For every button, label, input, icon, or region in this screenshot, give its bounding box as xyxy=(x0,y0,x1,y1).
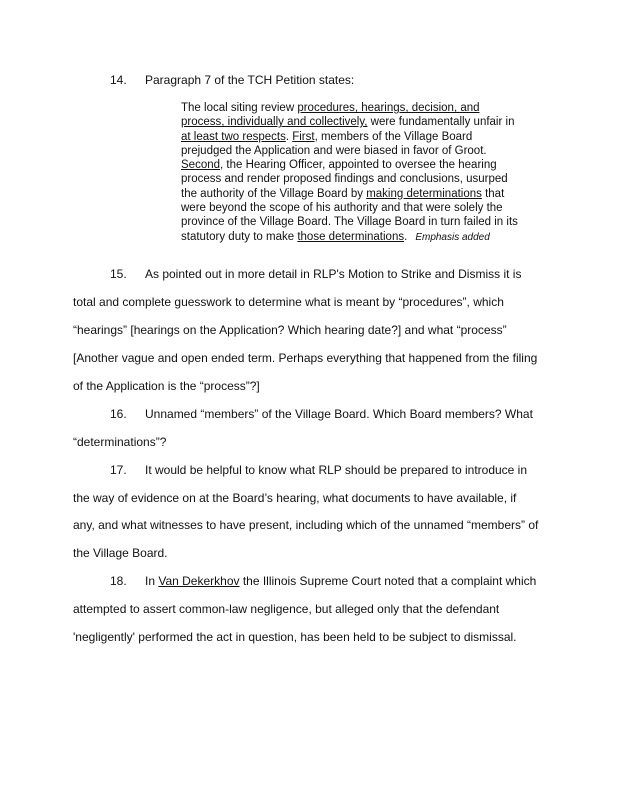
paragraph-text: the Illinois Supreme Court noted that a complaint which xyxy=(239,574,537,588)
underlined-text: First xyxy=(292,130,315,143)
paragraph-number: 16. xyxy=(110,407,127,421)
paragraph-line: the way of evidence on at the Board’s hearing, what documents to have available, if xyxy=(73,491,517,505)
quote-line xyxy=(181,130,541,144)
quote-text: were fundamentally unfair in xyxy=(367,116,515,129)
paragraph-line: any, and what witnesses to have present, including which of the unnamed “members” of xyxy=(73,518,539,532)
paragraph-line: It would be helpful to know what RLP should be prepared to introduce in xyxy=(145,463,528,477)
paragraph-line: Unnamed “members” of the Village Board. Which Board members? What xyxy=(145,407,533,421)
quote-text: statutory duty to make xyxy=(181,230,298,243)
paragraph-line: attempted to assert common-law negligence, but alleged only that the defendant xyxy=(73,602,500,616)
quote-line: process and render proposed findings and conclusions, usurped xyxy=(181,173,508,186)
quote-line: province of the Village Board. The Village Board in turn failed in its xyxy=(181,216,518,229)
quote-line xyxy=(181,115,541,129)
quote-text: . xyxy=(404,230,408,243)
paragraph-number: 14. xyxy=(110,73,127,87)
emphasis-note: Emphasis added xyxy=(415,231,490,243)
paragraph-line: “determinations”? xyxy=(73,435,167,449)
paragraph-text: In xyxy=(145,574,159,588)
underlined-text: at least two respects xyxy=(181,130,286,143)
quote-text: the authority of the Village Board by xyxy=(181,187,367,200)
paragraph-line: [Another vague and open ended term. Perhaps everything that happened from the filing xyxy=(73,351,538,365)
paragraph-line: As pointed out in more detail in RLP's Motion to Strike and Dismiss it is xyxy=(145,267,522,281)
quote-line xyxy=(181,187,541,201)
paragraph-number: 17. xyxy=(110,463,127,477)
quote-line xyxy=(181,158,541,172)
quote-text: The local siting review xyxy=(181,102,298,114)
underlined-text: Second xyxy=(181,159,221,172)
case-citation: Van Dekerkhov xyxy=(158,574,240,588)
paragraph-line: of the Application is the “process”?] xyxy=(73,379,260,393)
paragraph-text: Paragraph 7 of the TCH Petition states: xyxy=(145,73,355,87)
block-quote xyxy=(181,101,541,244)
underlined-text: those determinations xyxy=(297,230,405,243)
paragraph-line: “hearings” [hearings on the Application? Which hearing date?] and what “process” xyxy=(73,323,507,337)
quote-text: . xyxy=(285,130,293,143)
underlined-text: making determinations xyxy=(366,187,482,200)
paragraph-number: 18. xyxy=(110,574,127,588)
paragraph-line: total and complete guesswork to determine what is meant by “procedures”, which xyxy=(73,295,504,309)
paragraph-number: 15. xyxy=(110,267,127,281)
quote-text: , the Hearing Officer, appointed to oversee the hearing xyxy=(220,159,497,172)
underlined-text: process, individually and collectively, xyxy=(181,116,368,129)
quote-text: , members of the Village Board xyxy=(314,130,473,143)
quote-line xyxy=(181,101,541,115)
underlined-text: procedures, hearings, decision, and xyxy=(297,102,480,114)
paragraph-line: the Village Board. xyxy=(73,546,168,560)
quote-text: that xyxy=(481,187,505,200)
paragraph-line: 'negligently' performed the act in question, has been held to be subject to dismissal. xyxy=(73,630,517,644)
quote-line: were beyond the scope of his authority and that were solely the xyxy=(181,202,503,215)
quote-line: prejudged the Application and were biased in favor of Groot. xyxy=(181,144,487,157)
quote-line xyxy=(181,230,541,244)
paragraph-line xyxy=(145,574,536,588)
